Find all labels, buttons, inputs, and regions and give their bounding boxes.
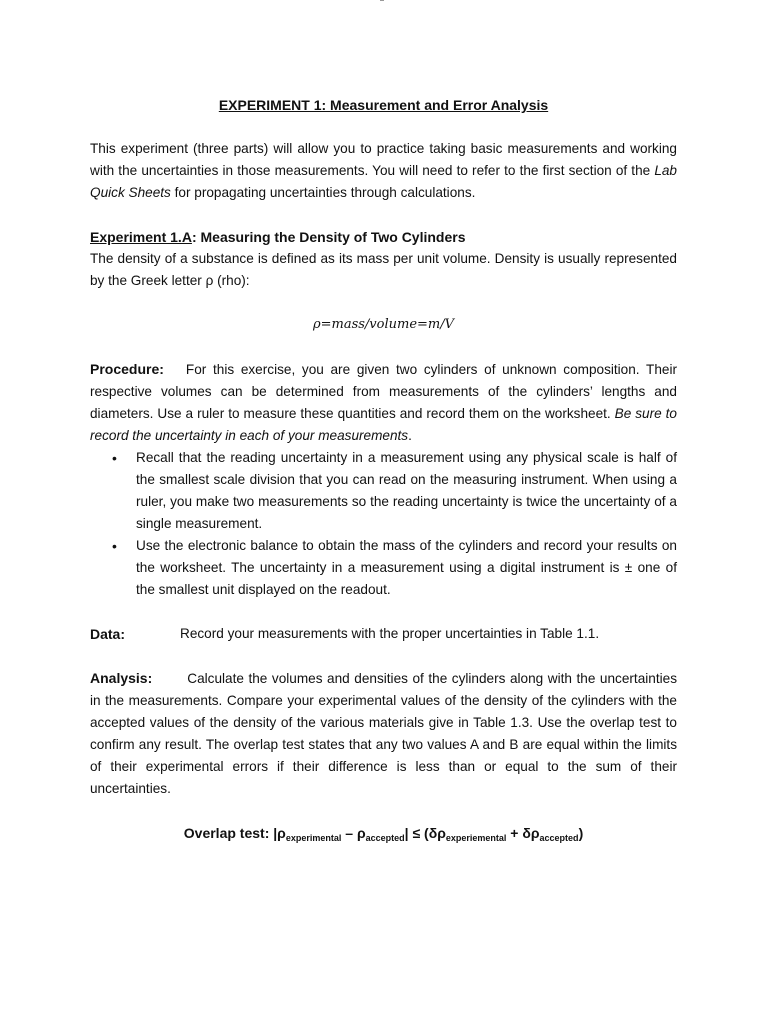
bullet-text: Recall that the reading uncertainty in a measurement using any physical scale is half of the smallest scale division that you can read on the measuring instrument. When using a ruler, you make two measurements so the reading uncertainty is twice the uncertainty of a single measurement. — [136, 450, 677, 531]
bullet-text: Use the electronic balance to obtain the mass of the cylinders and record your results on the worksheet. The uncertainty in a measurement using a digital instrument is ± one of the smallest unit displayed on the readout. — [136, 538, 677, 597]
analysis-text: Calculate the volumes and densities of the cylinders along with the uncertainties in the measurements. Compare your experimental values of the density of the cylinders with the accepted values of the density of the various materials give in Table 1.3. Use the overlap test to confirm any result. The overlap test states that any two values A and B are equal within the limits of their experimental errors if their difference is less than or equal to the sum of their uncertainties. — [90, 671, 677, 796]
rho-symbol: ρ — [530, 825, 540, 841]
intro-text-2: for propagating uncertainties through calculations. — [170, 185, 476, 200]
overlap-label: Overlap test: | — [183, 825, 278, 841]
bullet-icon: • — [112, 450, 117, 466]
section-heading-label: Experiment 1.A — [90, 229, 192, 245]
leq-sign: | ≤ (δ — [404, 825, 438, 841]
plus-delta: + δ — [506, 825, 531, 841]
section-heading-title: : Measuring the Density of Two Cylinders — [191, 229, 466, 245]
top-page-mark — [380, 0, 384, 1]
density-formula: ρ=mass/volume=m/V — [312, 317, 455, 332]
intro-paragraph — [90, 138, 677, 204]
bullet-icon: • — [112, 538, 117, 554]
section-heading-1a — [90, 226, 677, 248]
subscript-experimental-2: experiemental — [445, 833, 507, 843]
page-title: EXPERIMENT 1: Measurement and Error Analysis — [218, 97, 549, 113]
minus-sign: – — [341, 825, 357, 841]
procedure-paragraph — [90, 358, 677, 447]
intro-italic-ref: Lab Quick Sheets — [90, 163, 677, 200]
intro-text-1: This experiment (three parts) will allow you to practice taking basic measurements and working with the uncertainties in those measurements. You will need to refer to the first section of the — [90, 141, 677, 178]
document-page — [90, 94, 677, 849]
rho-symbol: ρ — [356, 825, 366, 841]
close-paren: ) — [578, 825, 584, 841]
data-label: Data: — [90, 626, 126, 642]
list-item — [90, 535, 677, 601]
overlap-test-formula — [90, 822, 677, 849]
analysis-paragraph — [90, 667, 677, 800]
procedure-bullet-list — [90, 447, 677, 601]
density-definition: The density of a substance is defined as its mass per unit volume. Density is usually represented by the Greek letter ρ (rho): — [90, 251, 677, 288]
data-paragraph — [90, 623, 677, 645]
data-text: Record your measurements with the proper uncertainties in Table 1.1. — [180, 626, 600, 641]
subscript-accepted: accepted — [365, 833, 405, 843]
rho-symbol: ρ — [437, 825, 446, 841]
procedure-italic-note: Be sure to record the uncertainty in each of your measurements — [90, 406, 677, 443]
procedure-tail: . — [408, 428, 412, 443]
list-item — [90, 447, 677, 535]
rho-symbol: ρ — [277, 825, 286, 841]
analysis-label: Analysis: — [90, 670, 153, 686]
subscript-accepted-2: accepted — [539, 833, 579, 843]
subscript-experimental: experimental — [285, 833, 342, 843]
procedure-label: Procedure: — [90, 361, 164, 377]
procedure-text: For this exercise, you are given two cylinders of unknown composition. Their respective volumes can be determined from measurements of the cylinders’ lengths and diameters. Use a ruler to measure these quantities and record them on the worksheet. — [90, 362, 677, 421]
